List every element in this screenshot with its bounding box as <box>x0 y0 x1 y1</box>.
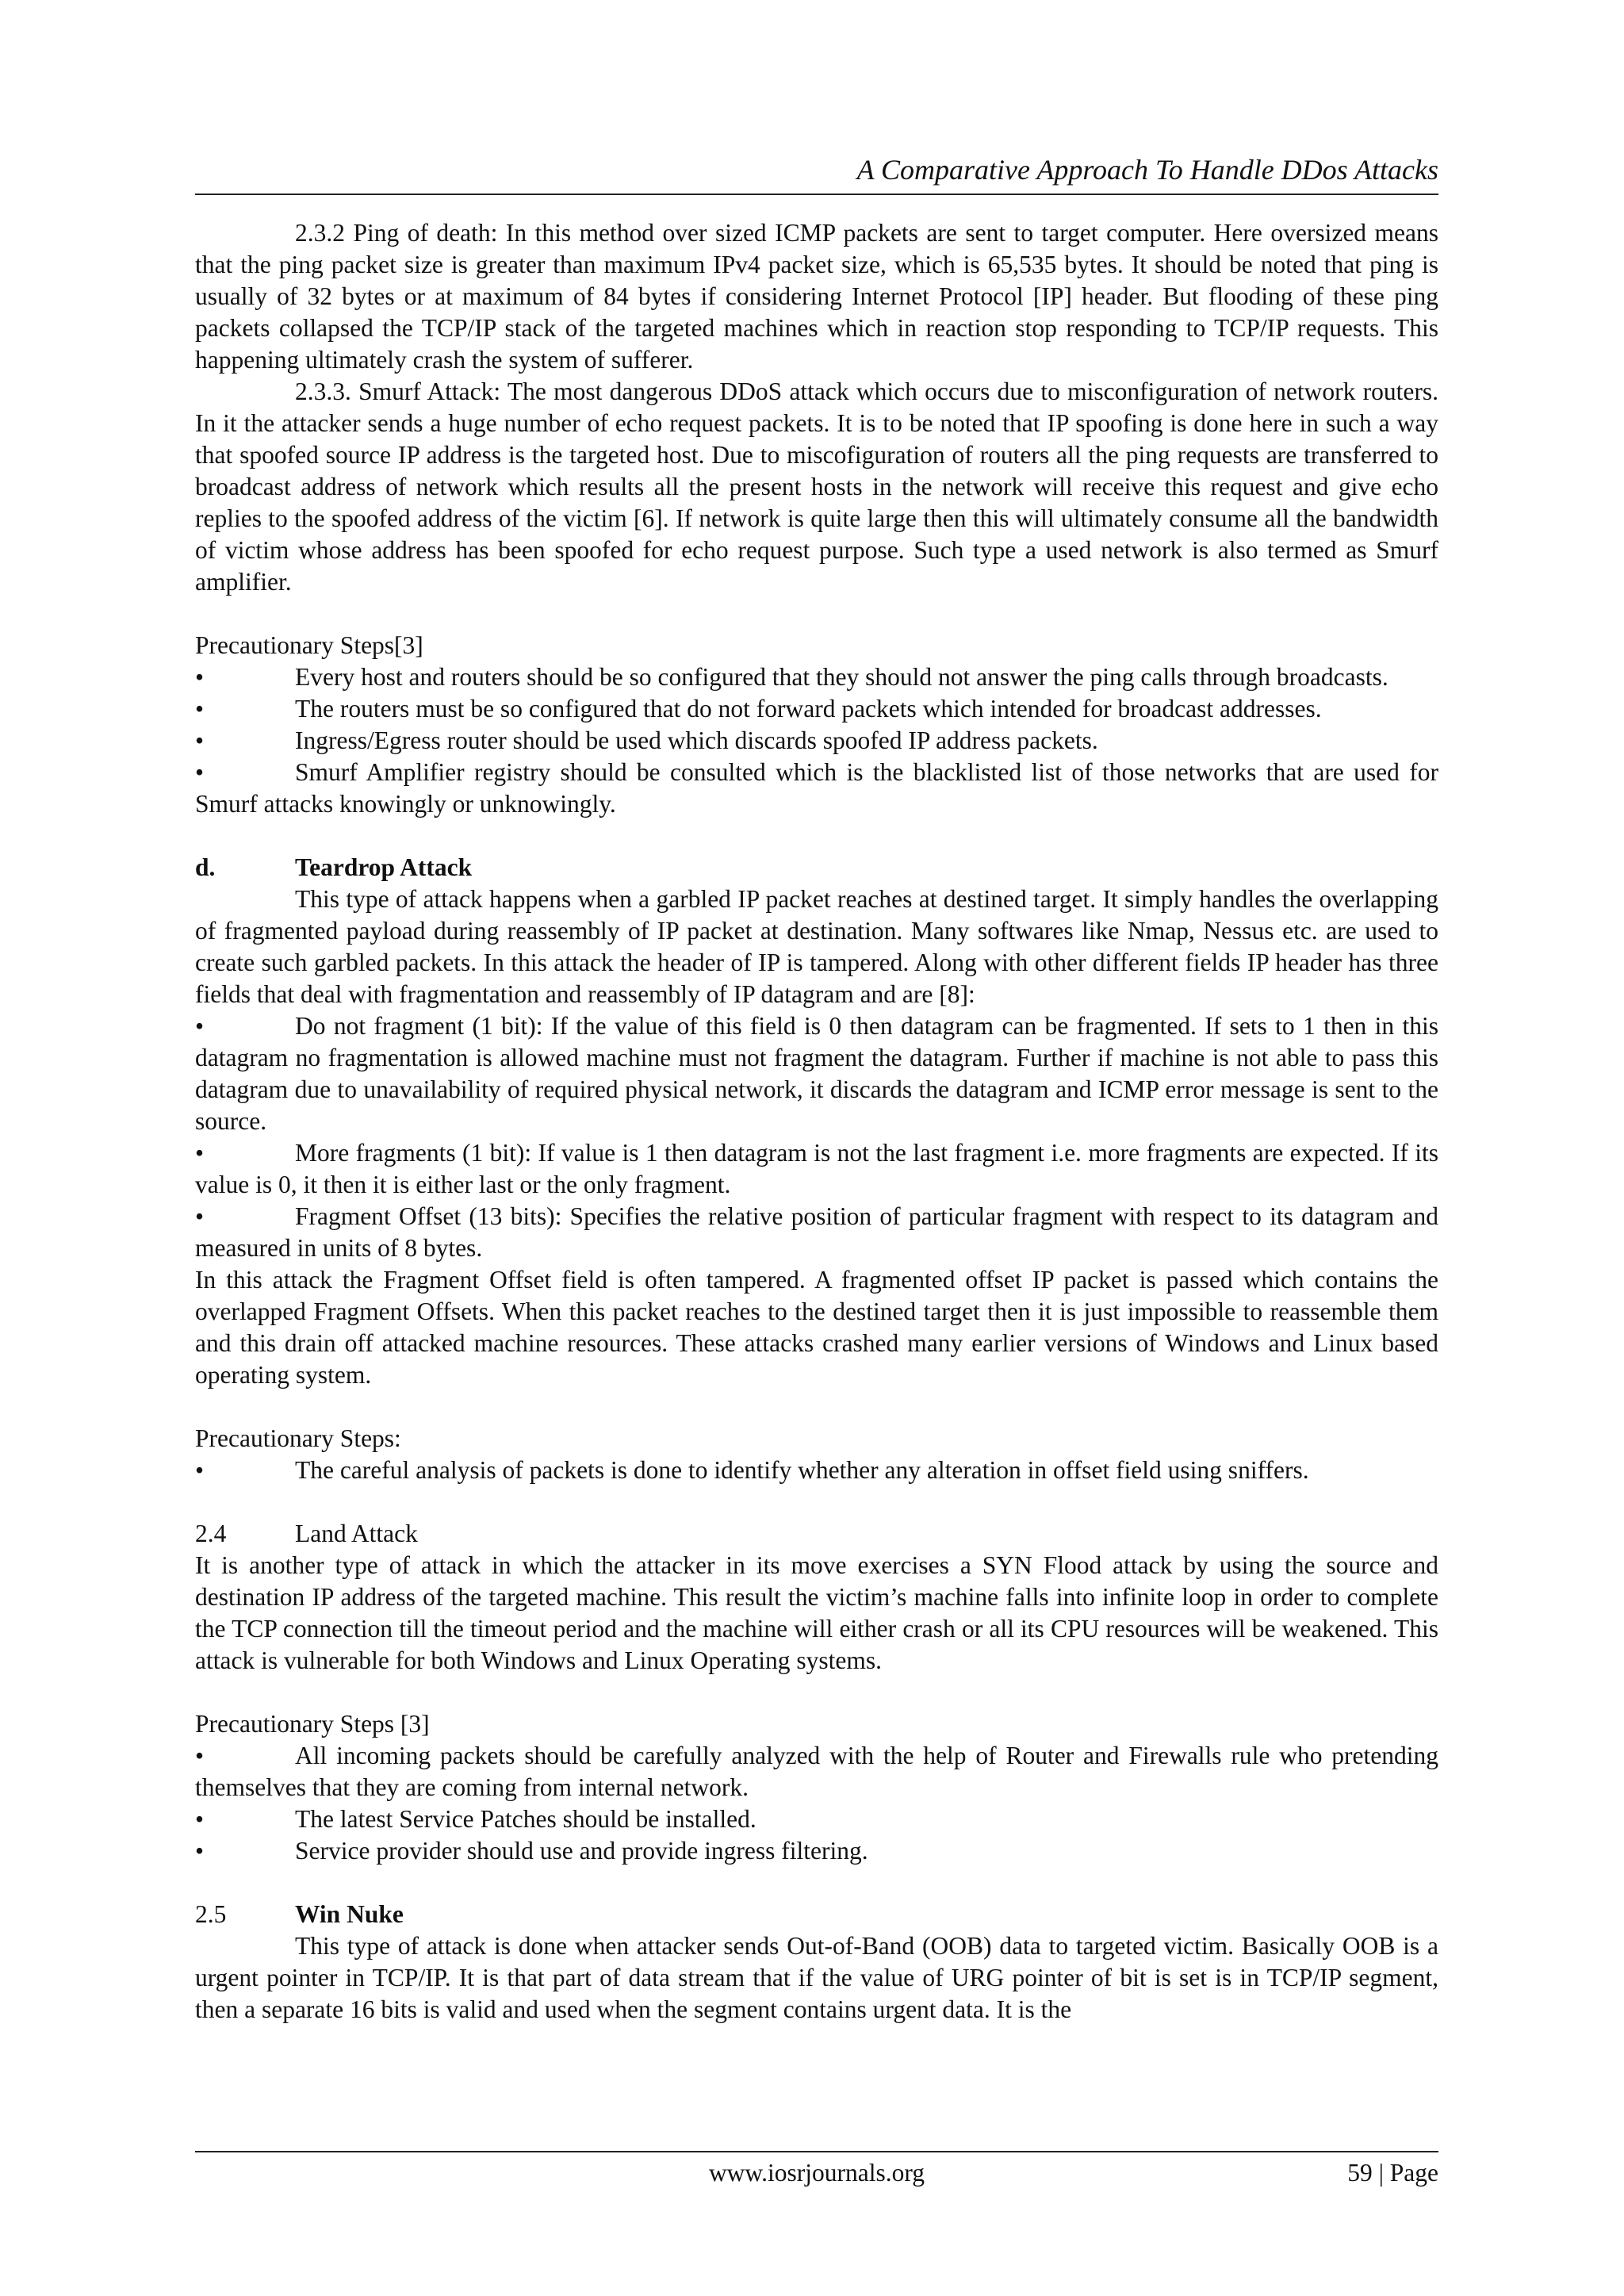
paragraph-smurf-attack: 2.3.3. Smurf Attack: The most dangerous DDoS attack which occurs due to misconfiguration of network routers. In it the attacker sends a huge number of echo request packets. It is to be noted that IP spoofing is done here in such a way that spoofed source IP address is the targeted host. Due to miscofiguration of routers all the ping requests are transferred to broadcast address of network which results all the present hosts in the network will receive this request and give echo replies to the spoofed address of the victim [6]. If network is quite large then this will ultimately consume all the bandwidth of victim whose address has been spoofed for echo request purpose. Such type a used network is also termed as Smurf amplifier. <box>195 378 1438 596</box>
paragraph-land: It is another type of attack in which the attacker in its move exercises a SYN Flood attack by using the source and destination IP address of the targeted machine. This result the victim’s machine falls into infinite loop in order to complete the TCP connection till the timeout period and the machine will either crash or all its CPU resources will be weakened. This attack is vulnerable for both Windows and Linux Operating systems. <box>195 1551 1438 1674</box>
bullet-icon: • <box>195 1456 205 1484</box>
bullet-icon: • <box>195 1012 205 1040</box>
list-item: • Ingress/Egress router should be used which discards spoofed IP address packets. <box>195 725 1438 757</box>
precaution-title-teardrop: Precautionary Steps: <box>195 1424 401 1452</box>
bullet-icon: • <box>195 1202 205 1230</box>
list-item: • The careful analysis of packets is done to identify whether any alteration in offset field using sniffers. <box>195 1455 1438 1486</box>
precaution-title-land: Precautionary Steps [3] <box>195 1710 430 1738</box>
page-number: 59 | Page <box>1347 2159 1438 2187</box>
bullet-icon: • <box>195 1742 205 1769</box>
bullet-icon: • <box>195 1805 205 1833</box>
bullet-icon: • <box>195 663 205 691</box>
list-item: • The routers must be so configured that do not forward packets which intended for broadcast addresses. <box>195 693 1438 725</box>
bullet-icon: • <box>195 1837 205 1865</box>
paragraph-teardrop-2: In this attack the Fragment Offset field is often tampered. A fragmented offset IP packet is passed which contains the overlapped Fragment Offsets. When this packet reaches to the destined target then it is just impossible to reassemble them and this drain off attacked machine resources. These attacks crashed many earlier versions of Windows and Linux based operating system. <box>195 1266 1438 1389</box>
article-body <box>195 217 1438 2026</box>
bullet-icon: • <box>195 758 205 786</box>
bullet-icon: • <box>195 1139 205 1167</box>
section-heading-teardrop: d. Teardrop Attack <box>195 853 473 881</box>
precaution-title-smurf: Precautionary Steps[3] <box>195 631 423 659</box>
list-item: • Every host and routers should be so configured that they should not answer the ping calls through broadcasts. <box>195 661 1438 693</box>
bullet-icon: • <box>195 726 205 754</box>
page-footer <box>195 2151 1438 2191</box>
running-title: A Comparative Approach To Handle DDos Attacks <box>195 151 1438 195</box>
paragraph-teardrop: This type of attack happens when a garbled IP packet reaches at destined target. It simply handles the overlapping of fragmented payload during reassembly of IP packet at destination. Many softwares like Nmap, Nessus etc. are used to create such garbled packets. In this attack the header of IP is tampered. Along with other different fields IP header has three fields that deal with fragmentation and reassembly of IP datagram and are [8]: <box>195 885 1438 1008</box>
page <box>195 151 1438 2026</box>
list-item: • Service provider should use and provide ingress filtering. <box>195 1835 1438 1867</box>
list-item: • Smurf Amplifier registry should be consulted which is the blacklisted list of those networks that are used for Smurf attacks knowingly or unknowingly. <box>195 758 1438 818</box>
list-item: • All incoming packets should be carefully analyzed with the help of Router and Firewalls rule who pretending themselves that they are coming from internal network. <box>195 1742 1438 1801</box>
list-item: • More fragments (1 bit): If value is 1 then datagram is not the last fragment i.e. more fragments are expected. If its value is 0, it then it is either last or the only fragment. <box>195 1139 1438 1198</box>
list-item: • Do not fragment (1 bit): If the value of this field is 0 then datagram can be fragmented. If sets to 1 then in this datagram no fragmentation is allowed machine must not fragment the datagram. Further if machine is not able to pass this datagram due to unavailability of required physical network, it discards the datagram and ICMP error message is sent to the source. <box>195 1012 1438 1135</box>
section-heading-land: 2.4 Land Attack <box>195 1520 418 1547</box>
paragraph-winnuke: This type of attack is done when attacker sends Out-of-Band (OOB) data to targeted victim. Basically OOB is a urgent pointer in TCP/IP. It is that part of data stream that if the value of URG pointer of bit is set is in TCP/IP segment, then a separate 16 bits is valid and used when the segment contains urgent data. It is the <box>195 1932 1438 2023</box>
section-heading-winnuke: 2.5 Win Nuke <box>195 1900 404 1928</box>
paragraph-ping-of-death: 2.3.2 Ping of death: In this method over sized ICMP packets are sent to target computer. Here oversized means that the ping packet size is greater than maximum IPv4 packet size, which is 65,535 bytes. It should be noted that ping is usually of 32 bytes or at maximum of 84 bytes if considering Internet Protocol [IP] header. But flooding of these ping packets collapsed the TCP/IP stack of the targeted machines which in reaction stop responding to TCP/IP requests. This happening ultimately crash the system of sufferer. <box>195 219 1438 374</box>
list-item: • The latest Service Patches should be installed. <box>195 1803 1438 1835</box>
bullet-icon: • <box>195 695 205 723</box>
list-item: • Fragment Offset (13 bits): Specifies the relative position of particular fragment with respect to its datagram and measured in units of 8 bytes. <box>195 1202 1438 1262</box>
journal-url[interactable]: www.iosrjournals.org <box>708 2159 925 2187</box>
